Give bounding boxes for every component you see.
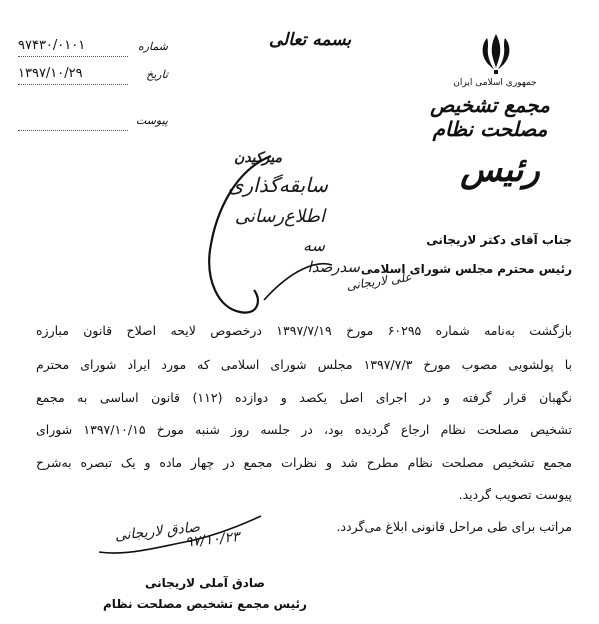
basmala-heading: بسمه تعالی — [268, 30, 352, 50]
handwritten-note-line: اطلاع‌رسانی — [234, 206, 325, 227]
letter-number-value: ۹۷۴۳۰/۰۱۰۱ — [18, 38, 86, 53]
notification-line: مراتب برای طی مراحل قانونی ابلاغ می‌گردد. — [336, 519, 572, 534]
dotted-line — [18, 56, 128, 57]
signature-stroke — [95, 512, 265, 564]
body-text-line: تشخیص مصلحت نظام ارجاع گردیده بود، در جلسه روز شنبه مورخ ۱۳۹۷/۱۰/۱۵ شورای — [36, 422, 572, 437]
letter-attachment-row — [18, 112, 168, 134]
letter-date-value: ۱۳۹۷/۱۰/۲۹ — [18, 66, 83, 81]
recipient-name: جناب آقای دکتر لاریجانی — [426, 233, 572, 247]
body-text-line: با پولشویی مصوب مورخ ۱۳۹۷/۷/۳ مجلس شورای اسلامی که مورد ایراد شورای محترم — [36, 357, 572, 372]
body-text-line: پیوست تصویب گردید. — [458, 487, 572, 502]
republic-label: جمهوری اسلامی ایران — [453, 78, 537, 88]
signatory-name: صادق آملی لاریجانی — [144, 576, 266, 590]
signatory-title: رئیس مجمع تشخیص مصلحت نظام — [103, 597, 307, 611]
letter-date-row — [18, 66, 168, 88]
body-text-line: نگهبان قرار گرفته و در اجرای اصل یکصد و دوازده (۱۱۲) قانون اساسی به مجمع — [36, 390, 572, 405]
letter-attachment-label: پیوست — [135, 114, 168, 127]
recipient-title: رئیس محترم مجلس شورای اسلامی — [360, 262, 572, 276]
body-text-line: بازگشت به‌نامه شماره ۶۰۲۹۵ مورخ ۱۳۹۷/۷/۱۹ درخصوص لایحه اصلاح قانون مبارزه — [36, 323, 572, 338]
handwritten-bracket-stroke — [196, 150, 336, 320]
handwritten-note-line: سابقه‌گذاری — [227, 173, 328, 197]
dotted-line — [18, 84, 128, 85]
handwritten-note-top: میرکیدن — [234, 150, 282, 166]
signature-date: ۹۷/۱۰/۲۳ — [184, 528, 241, 551]
dotted-line — [18, 130, 128, 131]
handwritten-margin-note: علی لاریجانی — [345, 269, 413, 293]
letter-date-label: تاریخ — [146, 68, 168, 81]
handwritten-note-line: سه — [303, 236, 325, 255]
handwritten-note-line: سدرصدا — [307, 258, 360, 276]
iran-emblem-icon — [472, 28, 520, 76]
signature-scribble: صادق لاریجانی — [114, 519, 201, 545]
organization-name: مجمع تشخیص مصلحت نظام — [430, 93, 550, 141]
letter-number-label: شماره — [137, 40, 168, 53]
body-text-line: مجمع تشخیص مصلحت نظام مطرح شد و نظرات مجمع در چهار ماده و یک تبصره به‌شرح — [36, 455, 572, 470]
office-title: رئیس — [460, 150, 540, 190]
letter-number-row — [18, 38, 168, 60]
